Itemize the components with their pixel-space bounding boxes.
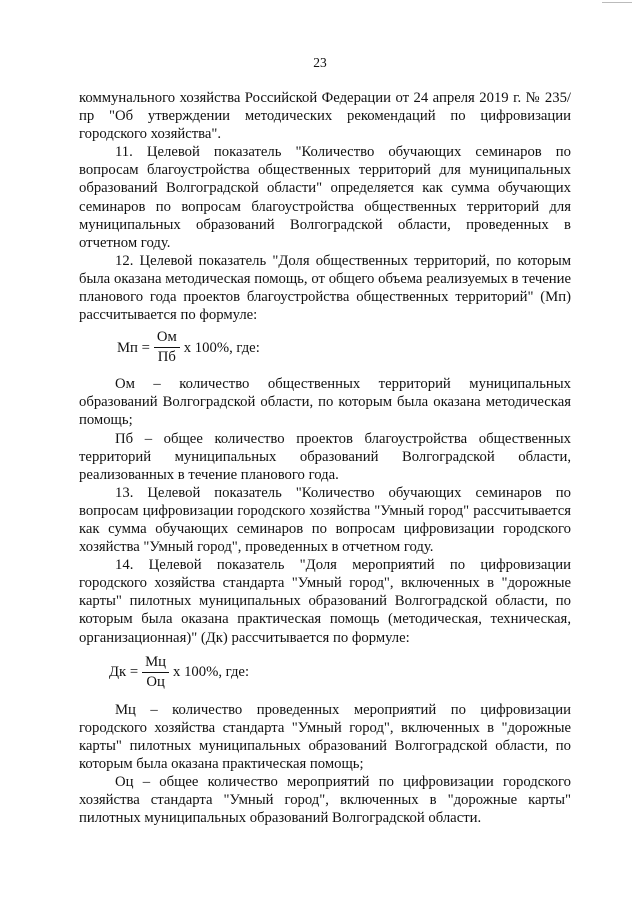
- formula-mp-numerator: Ом: [154, 329, 180, 348]
- formula-mp-denominator: Пб: [157, 349, 176, 366]
- paragraph-indicator-12: 12. Целевой показатель "Доля общественных территорий, по которым была оказана методическая помощь, от общего объема реализуемых в течение планового года проектов благоустройства общественных территорий" (Мп) рассчитывается по формуле:: [79, 252, 571, 324]
- formula-mp-lhs: Мп =: [117, 339, 150, 356]
- paragraph-indicator-11: 11. Целевой показатель "Количество обучающих семинаров по вопросам благоустройства общественных территорий для муниципальных образований Волгоградской области" определяется как сумма обучающих семинаров по вопросам благоустройства общественных территорий для муниципальных образований Волгоградской области, проведенных в отчетном году.: [79, 144, 571, 251]
- formula-dk-fraction: [142, 654, 169, 691]
- formula-dk-lhs: Дк =: [109, 664, 139, 681]
- scan-edge-mark: [602, 2, 632, 3]
- formula-dk-denominator: Оц: [146, 673, 165, 690]
- paragraph-continuation: коммунального хозяйства Российской Федерации от 24 апреля 2019 г. № 235/пр "Об утверждении методических рекомендаций по цифровизации городского хозяйства".: [79, 90, 571, 143]
- formula-mp: [79, 329, 571, 366]
- definition-om: Ом – количество общественных территорий муниципальных образований Волгоградской области, по которым была оказана методическая помощь;: [79, 376, 571, 429]
- document-body: [79, 89, 571, 827]
- formula-dk-numerator: Мц: [142, 654, 169, 673]
- formula-mp-rhs: х 100%, где:: [183, 339, 260, 356]
- definition-oc: Оц – общее количество мероприятий по цифровизации городского хозяйства стандарта "Умный город", включенных в "дорожные карты" пилотных муниципальных образований Волгоградской области.: [79, 774, 571, 827]
- paragraph-indicator-14: 14. Целевой показатель "Доля мероприятий по цифровизации городского хозяйства стандарта "Умный город", включенных в "дорожные карты" пилотных муниципальных образований Волгоградской области, по которым была оказана практическая помощь (методическая, техническая, организационная)" (Дк) рассчитывается по формуле:: [79, 557, 571, 646]
- paragraph-indicator-13: 13. Целевой показатель "Количество обучающих семинаров по вопросам цифровизации городского хозяйства "Умный город" рассчитывается как сумма обучающих семинаров по вопросам цифровизации городского хозяйства "Умный город", проведенных в отчетном году.: [79, 484, 571, 556]
- formula-dk-rhs: х 100%, где:: [173, 664, 250, 681]
- page-number: 23: [313, 55, 327, 70]
- definition-pb: Пб – общее количество проектов благоустройства общественных территорий муниципальных образований Волгоградской области, реализованных в течение планового года.: [79, 430, 571, 483]
- formula-mp-fraction: [154, 329, 180, 366]
- definition-mc: Мц – количество проведенных мероприятий по цифровизации городского хозяйства стандарта "Умный город", включенных в "дорожные карты" пилотных муниципальных образований Волгоградской области, по которым была оказана практическая помощь;: [79, 701, 571, 772]
- formula-dk: [79, 654, 571, 691]
